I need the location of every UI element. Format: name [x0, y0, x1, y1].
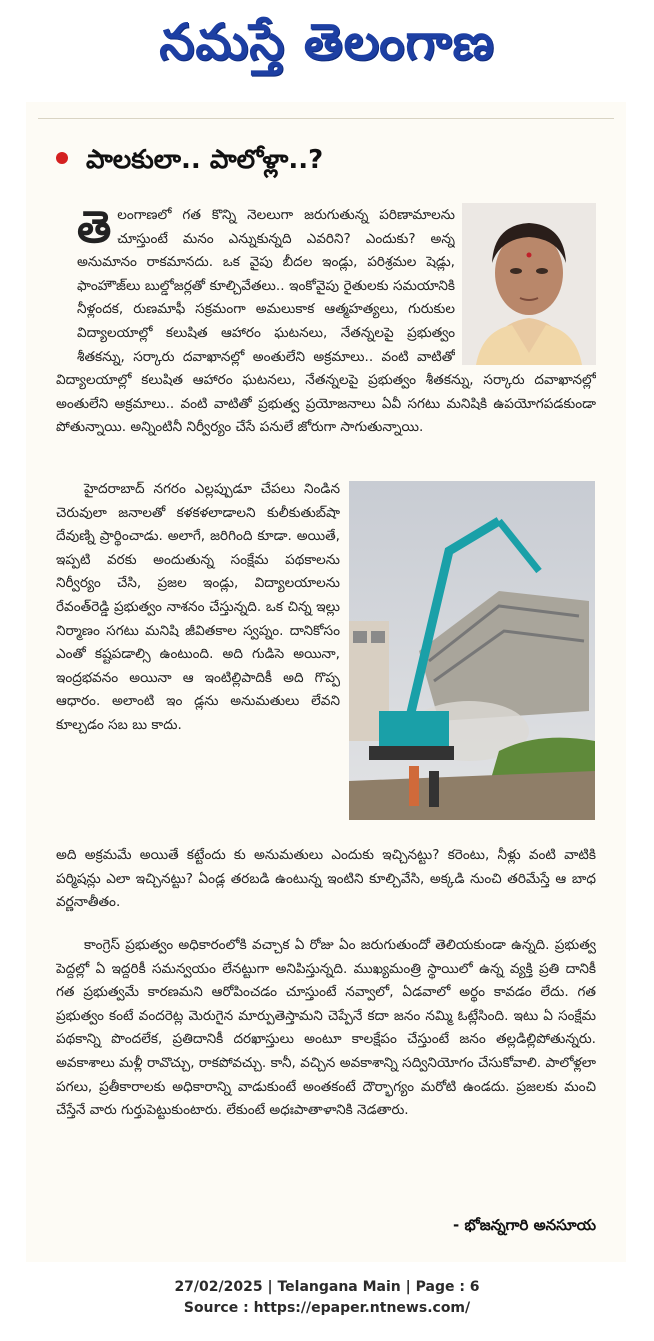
- footer-edition-info: 27/02/2025 | Telangana Main | Page : 6: [174, 1279, 480, 1295]
- author-portrait-photo: [462, 203, 596, 365]
- article-paragraph-1-continued: [56, 369, 596, 464]
- masthead-logo: నమస్తే తెలంగాణ: [159, 13, 495, 71]
- article-paragraph-1: [77, 204, 455, 369]
- demolition-illustration: [349, 481, 595, 820]
- author-byline: - భోజన్నగారి అనసూయ: [453, 1216, 596, 1234]
- paragraph-1-continued-text: విద్యాలయాల్లో కలుషిత ఆహారం ఘటనలు, నేతన్నలపై ప్రభుత్వం శీతకన్ను, సర్కారు దవాఖానల్లో అంతులేని అక్రమాలు.. వంటి వాటితో ప్రభుత్వ ప్రయోజనాలు ఏవీ సగటు మనిషికి ఉపయోగపడకుండా పోతున్నాయి. అన్నింటినీ నిర్వీర్యం చేసే పనులే జోరుగా సాగుతున్నాయి.: [56, 372, 596, 436]
- article-paragraph-2-continued: [56, 844, 596, 924]
- headline-text: పాలకులా.. పాలోళ్లా..?: [86, 145, 324, 175]
- article-paragraph-2: [56, 478, 340, 844]
- article-paragraph-3: [56, 934, 596, 1200]
- paragraph-1-text: లంగాణలో గత కొన్ని నెలలుగా జరుగుతున్న పరిణామాలను చూస్తుంటే మనం ఎన్నుకున్నది ఎవరిని? ఎందుకు? అన్న అనుమానం రాకమానదు. ఒక వైపు బీదల ఇండ్లు, పరిశ్రమల షెడ్లు, ఫాంహౌజ్‌లు బుల్డోజర్లతో కూల్చివేతలు.. ఇంకోవైపు రైతులకు సమయానికి నీళ్లందక, రుణమాఫీ సక్రమంగా అమలుకాక ఆత్మహత్యలు, గురుకుల విద్యాలయాల్లో కలుషిత ఆహారం ఘటనలు, నేతన్నలపై ప్రభుత్వం శీతకన్ను, సర్కారు దవాఖానల్లో అంతులేని అక్రమాలు.. వంటి వాటితో: [77, 207, 455, 365]
- paragraph-2-continued-text: అది అక్రమమే అయితే కట్టేందు కు అనుమతులు ఎందుకు ఇచ్చినట్టు? కరెంటు, నీళ్లు వంటి వాటికి పర్మిషన్లు ఎలా ఇచ్చినట్టు? ఏండ్ల తరబడి ఉంటున్న ఇంటిని కూల్చివేసి, అక్కడి నుంచి తరిమేస్తే ఆ బాధ వర్ణనాతీతం.: [56, 847, 596, 911]
- demolition-photo: [349, 481, 595, 820]
- drop-cap: తె: [77, 204, 112, 253]
- footer-source-link[interactable]: Source : https://epaper.ntnews.com/: [183, 1300, 471, 1316]
- top-rule: [38, 118, 614, 119]
- portrait-illustration: [462, 203, 596, 365]
- article-headline: [56, 140, 596, 180]
- bullet-icon: [56, 152, 68, 164]
- paragraph-2-text: హైదరాబాద్ నగరం ఎల్లప్పుడూ చేపలు నిండిన చెరువులా జనాలతో కళకళలాడాలని కులీకుతుబ్‌షా దేవుణ్ని ప్రార్థించాడు. అలాగే, జరిగింది కూడా. అయితే, ఇప్పటి వరకు అందుతున్న సంక్షేమ పథకాలను నిర్వీర్యం చేసి, ప్రజల ఇండ్లు, విద్యాలయాలను రేవంత్‌రెడ్డి ప్రభుత్వం నాశనం చేస్తున్నది. ఒక చిన్న ఇల్లు నిర్మాణం సగటు మనిషి జీవితకాల స్వప్నం. దానికోసం ఎంతో కష్టపడాల్సి ఉంటుంది. అది గుడిసె అయినా, ఇంద్రభవనం అయినా ఆ ఇంటిల్లిపాదికీ అది గొప్ప ఆధారం. అలాంటి ఇం డ్లను అనుమతులు లేవని కూల్చడం సబ బు కాదు.: [56, 481, 340, 733]
- paragraph-3-text: కాంగ్రెస్ ప్రభుత్వం అధికారంలోకి వచ్చాక ఏ రోజు ఏం జరుగుతుందో తెలియకుండా ఉన్నది. ప్రభుత్వ పెద్దల్లో ఏ ఇద్దరికీ సమన్వయం లేనట్టుగా అనిపిస్తున్నది. ముఖ్యమంత్రి స్థాయిలో ఉన్న వ్యక్తి ప్రతి దానికీ గత ప్రభుత్వమే కారణమని ఆరోపించడం చూస్తుంటే నవ్వాలో, ఏడవాలో అర్థం కావడం లేదు. గత ప్రభుత్వం కంటే వందరెట్ల మెరుగైన మార్పుతెస్తామని చెప్పేనే కదా జనం నమ్మి ఓట్లేసింది. ఇటు ఏ సంక్షేమ పథకాన్ని పొందలేక, ప్రతిదానికీ దరఖాస్తులు అంటూ కాలక్షేపం చేస్తుంటే జనం తల్లడిల్లిపోతున్నరు. అవకాశాలు మళ్లీ రావొచ్చు, రాకపోవచ్చు. కానీ, వచ్చిన అవకాశాన్ని సద్వినియోగం చేసుకోవాలి. పాలోళ్లలా పగలు, ప్రతీకారాలకు అధికారాన్ని వాడుకుంటే అంతకంటే దౌర్భాగ్యం మరోటి ఉండదు. ప్రజలకు మంచి చేస్తేనే వారు గుర్తుపెట్టుకుంటారు. లేకుంటే అధఃపాతాళానికి నెడతారు.: [56, 937, 596, 1119]
